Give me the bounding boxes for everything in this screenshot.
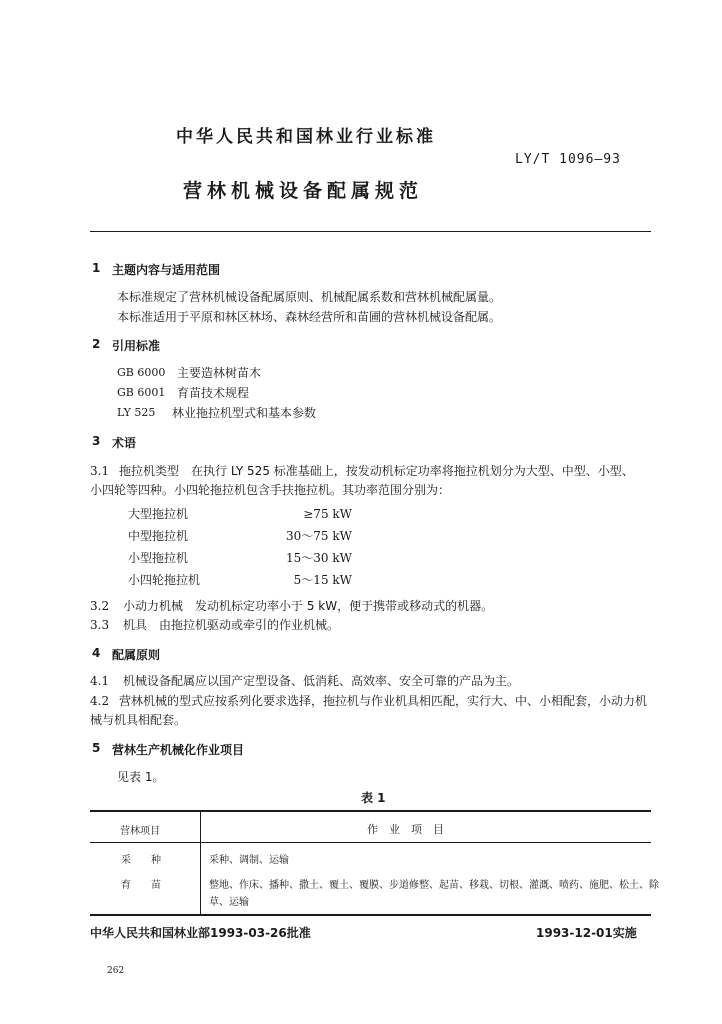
clause-3-3-text: 机具 由拖拉机驱动或牵引的作业机械。 (123, 618, 340, 632)
table-row-operations-continued: 草、运输 (209, 897, 249, 908)
power-range: 30～75 kW (286, 529, 352, 543)
section-5-title: 营林生产机械化作业项目 (112, 743, 245, 757)
clause-3-2-number: 3.2 (90, 599, 110, 613)
section-1-number: 1 (92, 261, 101, 275)
table-header-operations: 作 业 项 目 (367, 823, 444, 836)
table-header-rule (90, 842, 651, 843)
clause-4-2-line-2: 械与机具相配套。 (90, 713, 187, 727)
clause-3-3-number: 3.3 (90, 618, 110, 632)
table-header-project: 营林项目 (120, 826, 160, 837)
table-column-divider (200, 810, 201, 915)
section-1-title: 主题内容与适用范围 (112, 263, 221, 277)
reference-code: LY 525 (117, 406, 156, 419)
document-title: 营林机械设备配属规范 (183, 180, 424, 202)
table-row-item: 采 种 (121, 855, 161, 866)
section-5-number: 5 (92, 741, 101, 755)
reference-code: GB 6001 (117, 386, 166, 399)
table-row-operations: 采种、调制、运输 (209, 855, 289, 866)
header-divider (90, 231, 651, 232)
section-4-number: 4 (92, 646, 101, 660)
see-table-note: 见表 1。 (117, 770, 165, 784)
tractor-type: 中型拖拉机 (128, 529, 189, 543)
effective-date: 1993-12-01实施 (536, 926, 637, 940)
section-1-paragraph-1: 本标准规定了营林机械设备配属原则、机械配属系数和营林机械配属量。 (117, 290, 502, 304)
reference-name: 主要造林树苗木 (177, 366, 262, 380)
tractor-type: 大型拖拉机 (128, 507, 189, 521)
page-number: 262 (107, 966, 125, 976)
org-title: 中华人民共和国林业行业标准 (176, 127, 436, 147)
section-2-number: 2 (92, 337, 101, 351)
clause-3-2-text: 小动力机械 发动机标定功率小于 5 kW，便于携带或移动式的机器。 (123, 599, 494, 613)
table-row-item: 育 苗 (121, 880, 161, 891)
footer-rule (90, 914, 651, 916)
clause-3-1-line-2: 小四轮等四种。小四轮拖拉机包含手扶拖拉机。其功率范围分别为： (90, 483, 451, 497)
standard-code: LY/T 1096—93 (515, 152, 621, 167)
reference-name: 育苗技术规程 (177, 386, 250, 400)
tractor-type: 小四轮拖拉机 (128, 573, 201, 587)
section-3-title: 术语 (112, 436, 137, 450)
clause-4-2-line-1: 营林机械的型式应按系列化要求选择，拖拉机与作业机具相匹配，实行大、中、小相配套，小动力机 (119, 694, 648, 708)
approval-line: 中华人民共和国林业部1993-03-26批准 (90, 926, 311, 940)
section-4-title: 配属原则 (112, 648, 161, 662)
reference-name: 林业拖拉机型式和基本参数 (172, 406, 317, 420)
table-row-operations: 整地、作床、播种、撒土、覆土、覆膜、步道修整、起苗、移栽、切根、灌溉、喷药、施肥、松土、除 (209, 880, 659, 891)
clause-4-1-text: 机械设备配属应以国产定型设备、低消耗、高效率、安全可靠的产品为主。 (123, 674, 520, 688)
clause-3-1-line-1: 拖拉机类型 在执行 LY 525 标准基础上，按发动机标定功率将拖拉机划分为大型、中型、小型、 (119, 464, 634, 478)
power-range: 15～30 kW (286, 551, 352, 565)
table-caption: 表 1 (361, 791, 386, 805)
clause-4-2-number: 4.2 (90, 694, 110, 708)
power-range: 5～15 kW (293, 573, 352, 587)
section-3-number: 3 (92, 434, 101, 448)
tractor-type: 小型拖拉机 (128, 551, 189, 565)
power-range: ≥75 kW (303, 507, 352, 521)
clause-3-1-number: 3.1 (90, 464, 110, 478)
section-2-title: 引用标准 (112, 339, 161, 353)
section-1-paragraph-2: 本标准适用于平原和林区林场、森林经营所和苗圃的营林机械设备配属。 (117, 310, 502, 324)
reference-code: GB 6000 (117, 366, 166, 379)
clause-4-1-number: 4.1 (90, 674, 110, 688)
table-top-rule (90, 810, 651, 812)
